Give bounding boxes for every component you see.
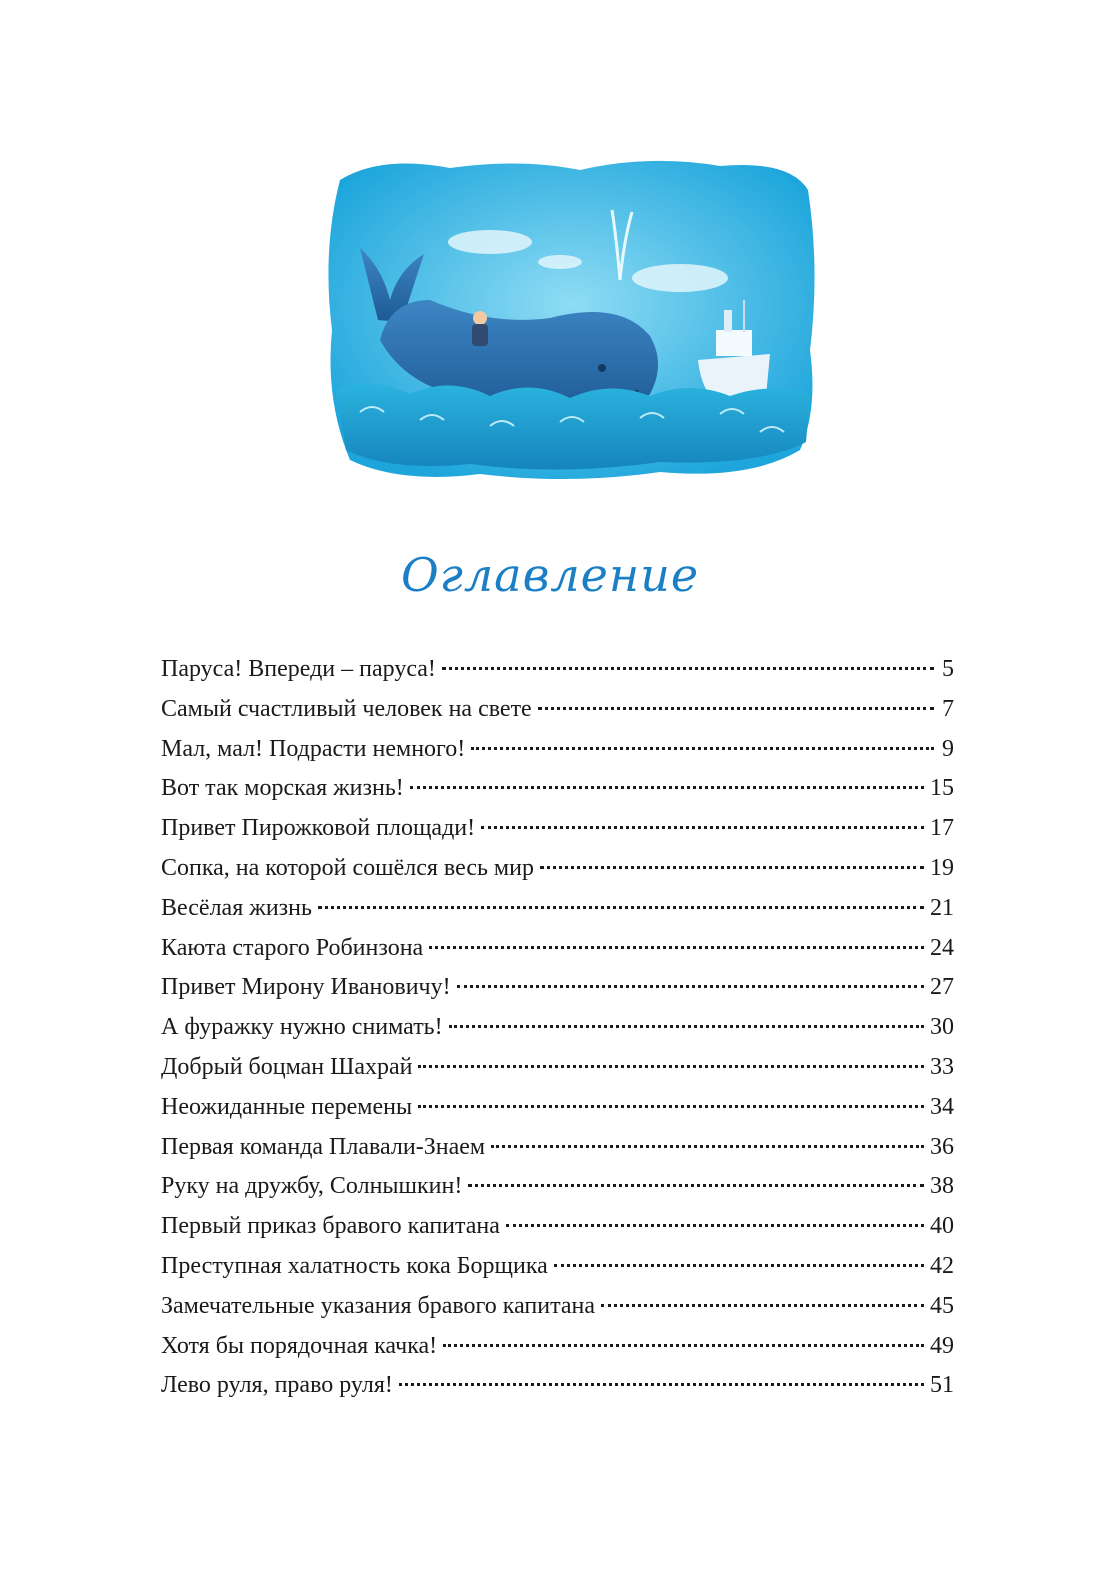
toc-leader-dots <box>491 1145 924 1148</box>
toc-entry[interactable] <box>161 968 954 1008</box>
toc-entry[interactable] <box>161 1008 954 1048</box>
toc-entry[interactable] <box>161 730 954 770</box>
toc-entry-title: А фуражку нужно снимать! <box>161 1014 443 1041</box>
toc-leader-dots <box>538 707 934 710</box>
ship-funnel <box>724 310 732 332</box>
toc-entry-title: Привет Мирону Ивановичу! <box>161 974 451 1001</box>
toc-entry-page: 21 <box>930 894 954 921</box>
cloud <box>448 230 532 254</box>
toc-entry-title: Неожиданные перемены <box>161 1093 413 1120</box>
toc-entry[interactable] <box>161 1207 954 1247</box>
toc-entry-page: 45 <box>930 1292 954 1319</box>
toc-entry-page: 42 <box>930 1252 954 1279</box>
cloud <box>538 255 582 269</box>
toc-entry-page: 49 <box>930 1332 954 1359</box>
toc-entry-title: Привет Пирожковой площади! <box>161 815 476 842</box>
toc-entry-title: Преступная халатность кока Борщика <box>161 1252 548 1279</box>
toc-leader-dots <box>554 1264 924 1267</box>
toc-entry-page: 30 <box>930 1014 954 1041</box>
toc-entry-page: 15 <box>930 775 954 802</box>
toc-entry-title: Лево руля, право руля! <box>161 1372 393 1399</box>
toc-entry-page: 34 <box>930 1093 954 1120</box>
toc-entry[interactable] <box>161 1048 954 1088</box>
toc-entry-title: Первая команда Плавали-Знаем <box>161 1133 486 1160</box>
toc-leader-dots <box>429 946 924 949</box>
toc-entry-title: Вот так морская жизнь! <box>161 775 404 802</box>
toc-entry[interactable] <box>161 809 954 849</box>
whale-illustration <box>320 150 820 490</box>
cloud <box>632 264 728 292</box>
sea-waves <box>336 384 810 470</box>
toc-entry-title: Каюта старого Робинзона <box>161 934 424 961</box>
toc-entry-page: 36 <box>930 1133 954 1160</box>
ship-cabin <box>716 330 752 356</box>
toc-entry[interactable] <box>161 1128 954 1168</box>
toc-leader-dots <box>481 826 924 829</box>
toc-entry-title: Первый приказ бравого капитана <box>161 1213 500 1240</box>
toc-leader-dots <box>399 1383 924 1386</box>
toc-entry-title: Весёлая жизнь <box>161 894 312 921</box>
toc-entry[interactable] <box>161 1088 954 1128</box>
toc-entry[interactable] <box>161 889 954 929</box>
toc-entry[interactable] <box>161 650 954 690</box>
toc-entry[interactable] <box>161 1287 954 1327</box>
toc-leader-dots <box>442 667 934 670</box>
toc-entry-title: Руку на дружбу, Солнышкин! <box>161 1173 463 1200</box>
toc-entry-title: Замечательные указания бравого капитана <box>161 1292 596 1319</box>
toc-entry-page: 19 <box>930 854 954 881</box>
toc-entry-title: Самый счастливый человек на свете <box>161 695 532 722</box>
toc-entry-page: 33 <box>930 1053 954 1080</box>
toc-entry[interactable] <box>161 769 954 809</box>
toc-entry[interactable] <box>161 849 954 889</box>
toc-leader-dots <box>540 866 924 869</box>
toc-entry-page: 40 <box>930 1213 954 1240</box>
toc-leader-dots <box>410 786 924 789</box>
toc-leader-dots <box>468 1184 924 1187</box>
toc-entry-page: 7 <box>942 695 954 722</box>
toc-entry-title: Хотя бы порядочная качка! <box>161 1332 438 1359</box>
page-title: Оглавление <box>400 548 700 602</box>
toc-leader-dots <box>601 1304 924 1307</box>
toc-entry[interactable] <box>161 1366 954 1406</box>
toc-leader-dots <box>318 906 924 909</box>
toc-entry-page: 5 <box>942 656 954 682</box>
boy-body <box>472 324 488 346</box>
toc-entry-page: 51 <box>930 1372 954 1399</box>
toc-entry[interactable] <box>161 1167 954 1207</box>
boy-head <box>473 311 487 325</box>
toc-entry-page: 27 <box>930 974 954 1001</box>
toc-leader-dots <box>449 1025 924 1028</box>
toc-entry[interactable] <box>161 690 954 730</box>
toc-entry-title: Мал, мал! Подрасти немного! <box>161 735 466 762</box>
toc-entry[interactable] <box>161 1247 954 1287</box>
toc-leader-dots <box>471 747 934 750</box>
toc-leader-dots <box>506 1224 924 1227</box>
toc-entry-page: 24 <box>930 934 954 961</box>
toc-entry-title: Добрый боцман Шахрай <box>161 1053 413 1080</box>
toc-leader-dots <box>443 1344 924 1347</box>
table-of-contents <box>161 650 954 1406</box>
toc-entry-title: Сопка, на которой сошёлся весь мир <box>161 854 534 881</box>
toc-leader-dots <box>418 1065 924 1068</box>
toc-leader-dots <box>457 985 924 988</box>
toc-entry-page: 38 <box>930 1173 954 1200</box>
toc-leader-dots <box>418 1105 924 1108</box>
toc-entry-page: 9 <box>942 735 954 762</box>
whale-eye <box>598 364 606 372</box>
toc-entry-title: Паруса! Впереди – паруса! <box>161 656 436 682</box>
toc-entry[interactable] <box>161 1327 954 1367</box>
toc-entry[interactable] <box>161 929 954 969</box>
toc-entry-page: 17 <box>930 815 954 842</box>
